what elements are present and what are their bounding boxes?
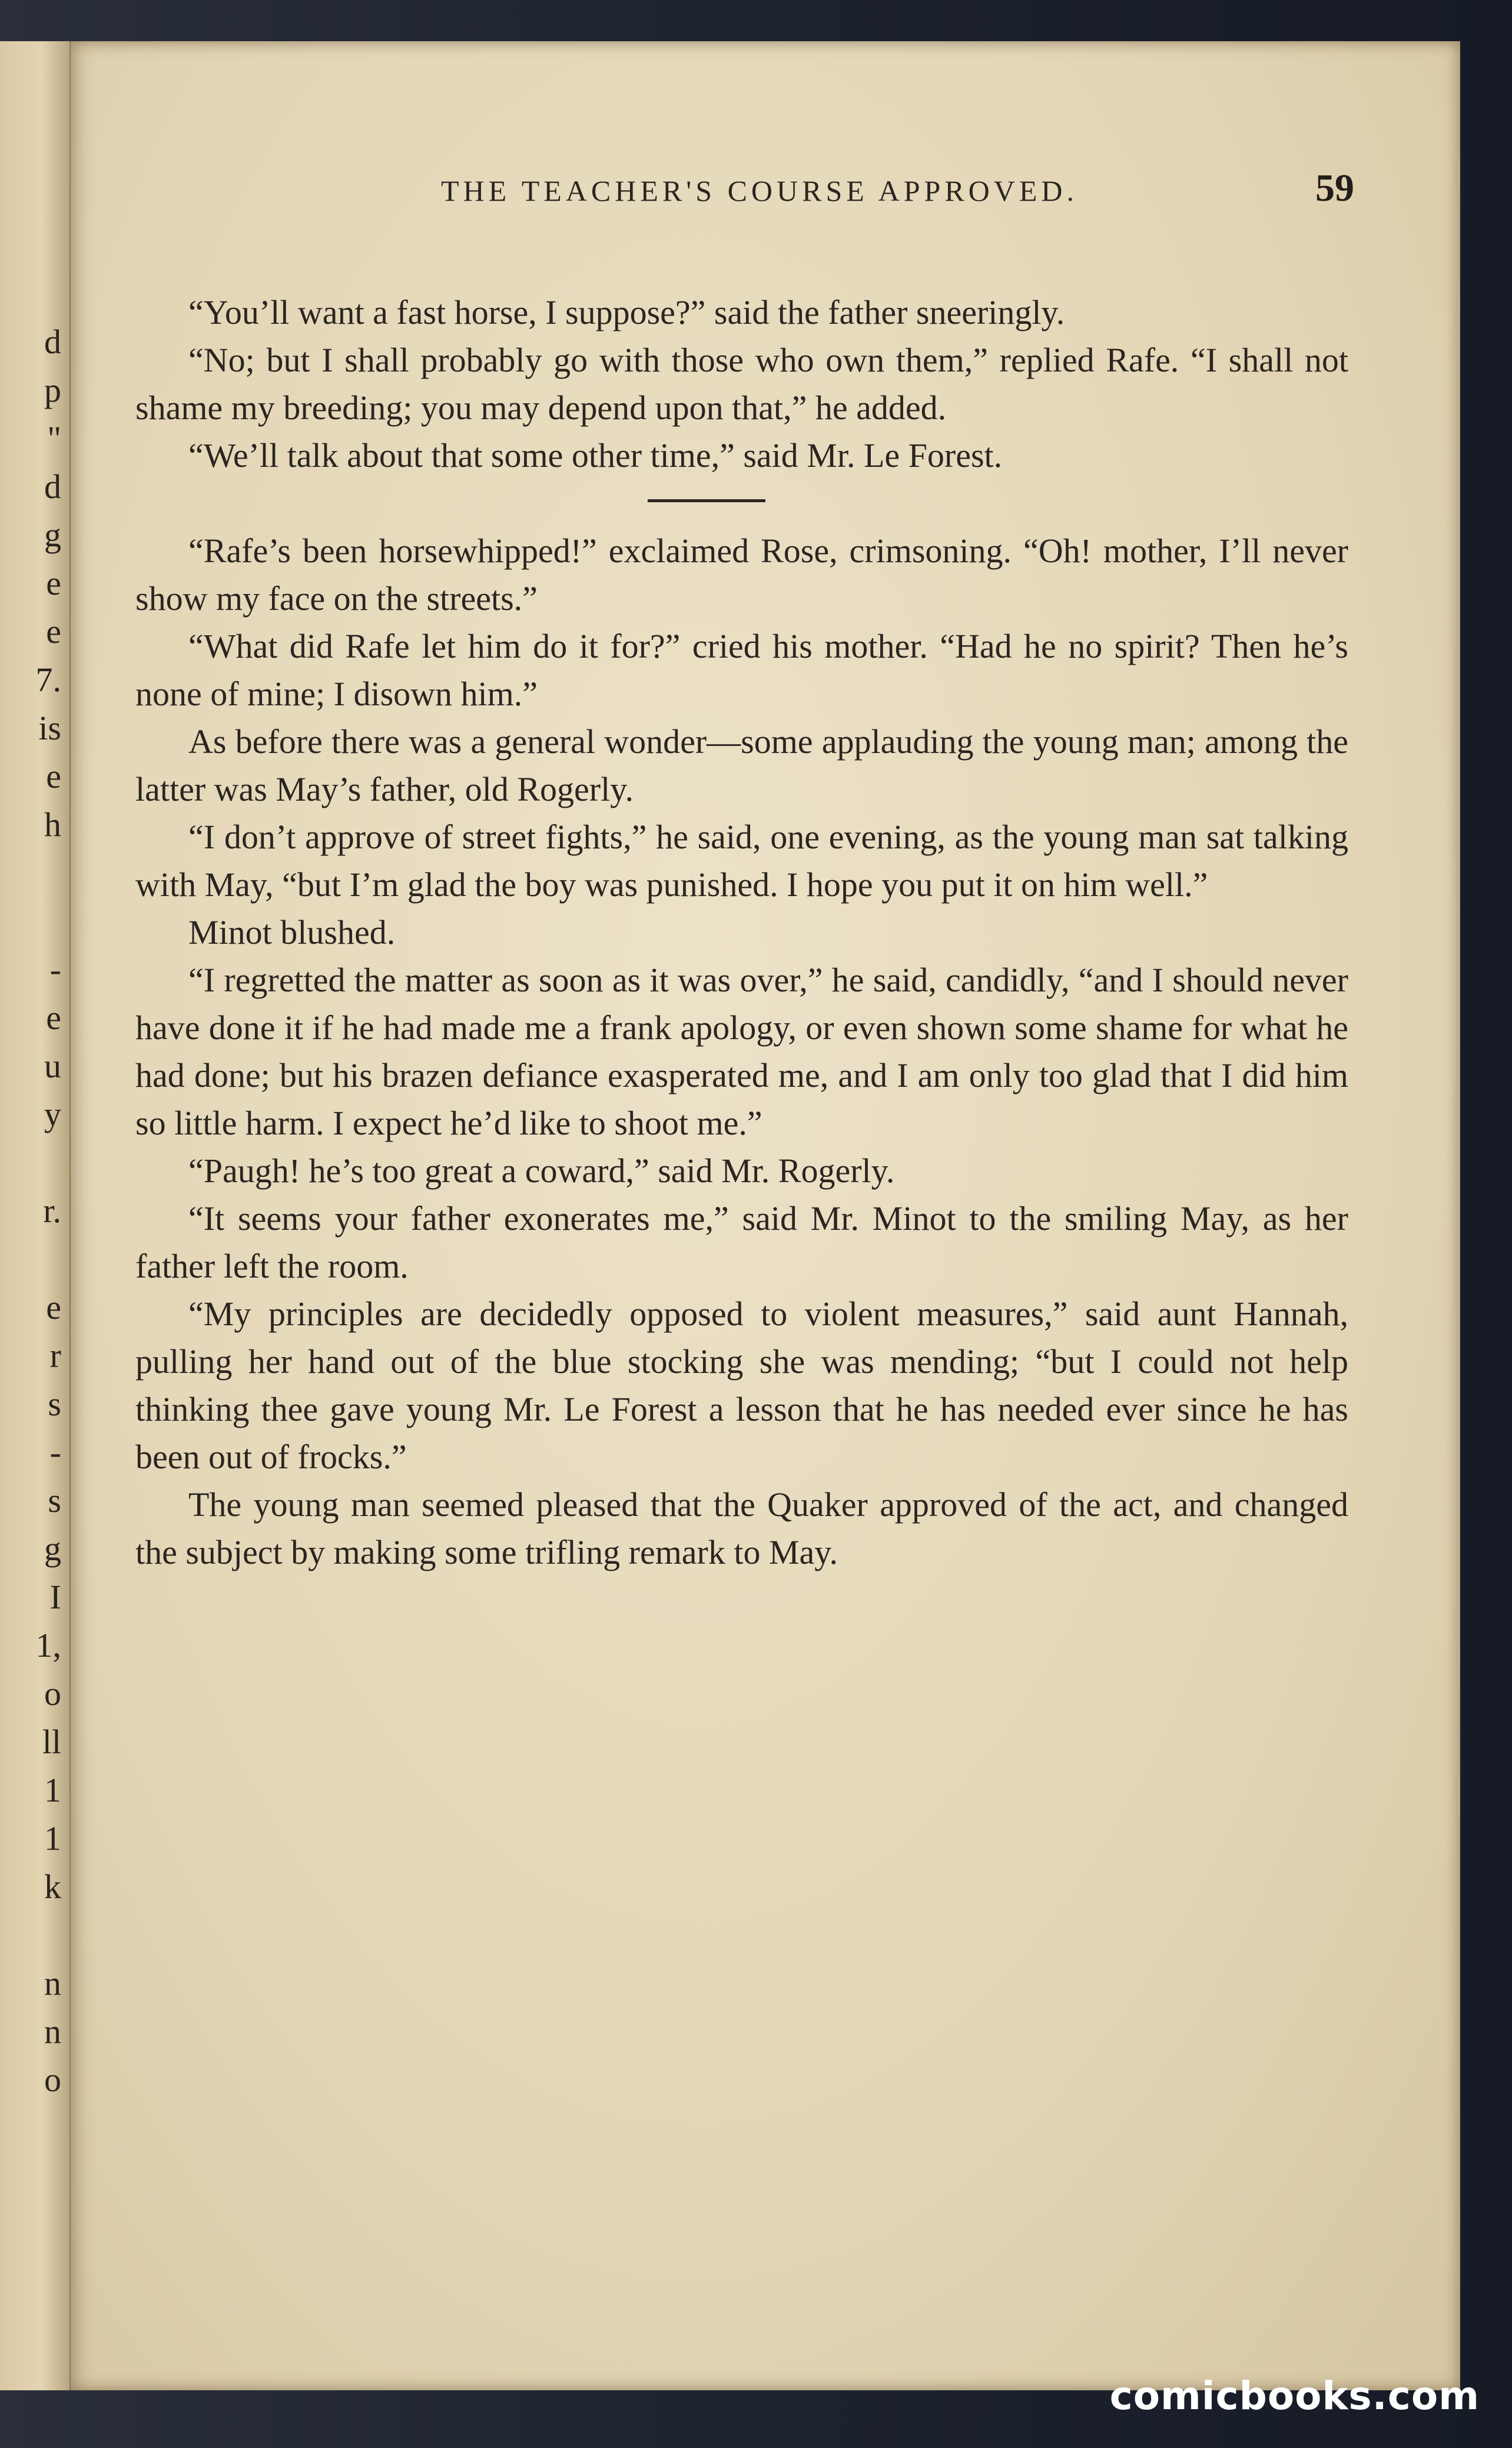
margin-char: e: [46, 999, 61, 1037]
margin-char: y: [44, 1095, 61, 1133]
margin-char: o: [44, 1674, 61, 1713]
page-header: [165, 159, 1354, 230]
margin-char: k: [44, 1867, 61, 1906]
margin-char: e: [46, 757, 61, 795]
margin-char: ll: [42, 1723, 61, 1761]
paragraph: As before there was a general wonder—some applauding the young man; among the latter was May’s father, old Rogerly.: [135, 722, 1348, 808]
margin-char: s: [48, 1481, 61, 1520]
margin-char: h: [44, 805, 61, 844]
margin-char: e: [46, 1288, 61, 1326]
running-head: THE TEACHER'S COURSE APPROVED.: [440, 174, 1079, 207]
margin-char: s: [48, 1385, 61, 1423]
margin-char: r: [49, 1336, 61, 1375]
paragraph: The young man seemed pleased that the Quaker approved of the act, and changed the subject by making some trifling remark to May.: [135, 1485, 1348, 1571]
paragraph: “My principles are decidedly opposed to violent measures,” said aunt Hannah, pulling her hand out of the blue stocking she was mending; “but I could not help thinking thee gave young Mr. Le Forest a lesson that he has needed ever since he has been out of frocks.”: [135, 1295, 1348, 1476]
margin-char: n: [44, 1964, 61, 2002]
margin-char: 7.: [35, 661, 61, 699]
margin-char: 1: [44, 1819, 61, 1857]
margin-char: p: [44, 371, 61, 409]
paragraph: “You’ll want a fast horse, I suppose?” said the father sneeringly.: [188, 293, 1065, 331]
margin-char: -: [49, 1433, 61, 1471]
margin-char: 1,: [35, 1626, 61, 1664]
paragraph: “We’ll talk about that some other time,” said Mr. Le Forest.: [188, 436, 1003, 475]
paragraph: “I regretted the matter as soon as it was over,” he said, candidly, “and I should never have done it if he had made me a frank apology, or even shown some shame for what he had done; but his brazen defiance exasperated me, and I am only too glad that I did him so little harm. I expect he’d like to shoot me.”: [135, 961, 1348, 1142]
margin-char: g: [44, 1530, 61, 1568]
paragraph: “It seems your father exonerates me,” said Mr. Minot to the smiling May, as her father left the room.: [135, 1199, 1348, 1285]
margin-char: -: [49, 950, 61, 989]
paragraph: “No; but I shall probably go with those who own them,” replied Rafe. “I shall not shame my breeding; you may depend upon that,” he added.: [135, 341, 1348, 427]
margin-char: d: [44, 323, 61, 361]
margin-char: e: [46, 612, 61, 651]
margin-char: I: [49, 1578, 61, 1616]
margin-char: [5, 1139, 64, 1187]
margin-char: u: [44, 1047, 61, 1085]
margin-char: [5, 849, 64, 897]
margin-char: d: [44, 467, 61, 506]
margin-char: ": [47, 419, 61, 457]
margin-char: g: [44, 516, 61, 554]
page-number: 59: [1315, 167, 1354, 210]
margin-char: o: [44, 2061, 61, 2099]
margin-char: 1: [44, 1771, 61, 1809]
margin-char: [5, 1235, 64, 1283]
paragraph: Minot blushed.: [188, 913, 396, 951]
margin-char: n: [44, 2012, 61, 2051]
margin-char: [5, 897, 64, 946]
margin-char: is: [38, 709, 61, 747]
margin-char: e: [46, 564, 61, 602]
paragraph: “I don’t approve of street fights,” he said, one evening, as the young man sat talking with May, “but I’m glad the boy was punished. I hope you put it on him well.”: [135, 818, 1348, 904]
paragraph: “What did Rafe let him do it for?” cried his mother. “Had he no spirit? Then he’s none of mine; I disown him.”: [135, 627, 1348, 713]
section-rule: [648, 499, 765, 502]
facing-page-letters: [5, 318, 64, 2104]
margin-char: r.: [43, 1192, 61, 1230]
paragraph: “Paugh! he’s too great a coward,” said Mr. Rogerly.: [188, 1152, 895, 1190]
facing-page-edge: [0, 41, 73, 2390]
paragraph: “Rafe’s been horsewhipped!” exclaimed Rose, crimsoning. “Oh! mother, I’ll never show my face on the streets.”: [135, 532, 1348, 618]
body-text: [135, 288, 1348, 1576]
book-page: [71, 41, 1460, 2390]
section-break: [135, 479, 1348, 527]
margin-char: [5, 1911, 64, 1959]
watermark-logo: comicbooks.com: [1109, 2373, 1480, 2419]
